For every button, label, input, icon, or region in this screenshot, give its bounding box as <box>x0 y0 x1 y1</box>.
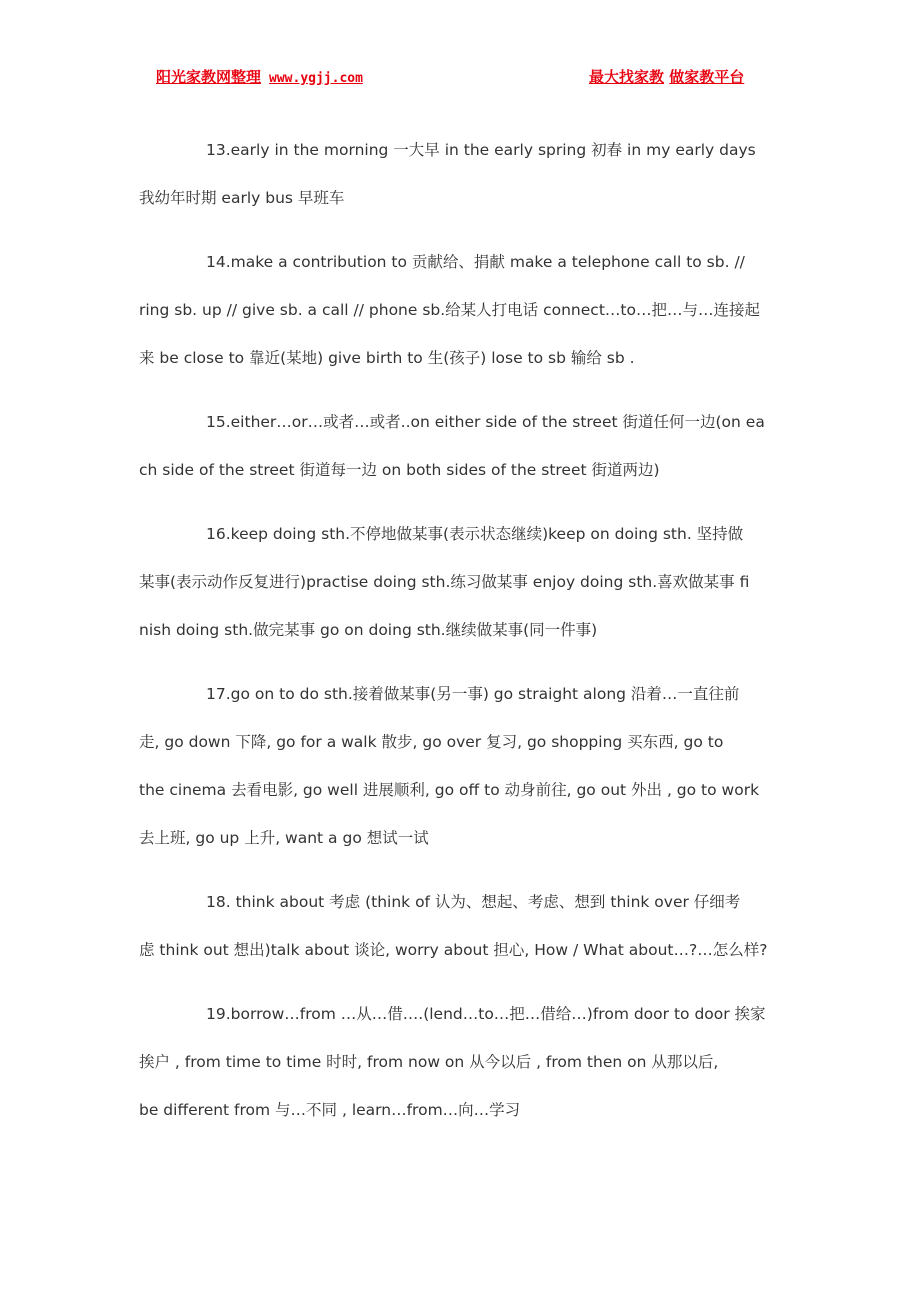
entry-line: be different from 与…不同 , learn…from…向…学习 <box>139 1101 521 1119</box>
entry-line: 16.keep doing sth.不停地做某事(表示状态继续)keep on doing sth. 坚持做 <box>206 525 744 543</box>
slogan-part-1: 最大找家教 <box>589 68 665 86</box>
entry-line: 虑 think out 想出)talk about 谈论, worry about 担心, How / What about…?…怎么样? <box>139 941 768 959</box>
entry-line: 15.either…or…或者…或者..on either side of the street 街道任何一边(on ea <box>206 413 765 431</box>
site-url-link[interactable]: www.ygjj.com <box>269 71 363 86</box>
entry-line: 去上班, go up 上升, want a go 想试一试 <box>139 829 429 847</box>
entry-line: 17.go on to do sth.接着做某事(另一事) go straight along 沿着…一直往前 <box>206 685 740 703</box>
site-title: 阳光家教网整理 <box>156 68 262 86</box>
entry-line: 13.early in the morning 一大早 in the early spring 初春 in my early days <box>206 141 756 159</box>
entry-17 <box>139 670 803 862</box>
entry-line: 某事(表示动作反复进行)practise doing sth.练习做某事 enjoy doing sth.喜欢做某事 fi <box>139 573 750 591</box>
entry-13 <box>139 126 803 222</box>
entry-line: 19.borrow…from …从…借….(lend…to…把…借给…)from door to door 挨家 <box>206 1005 766 1023</box>
entry-line: 我幼年时期 early bus 早班车 <box>139 189 345 207</box>
header-left[interactable] <box>156 66 363 87</box>
header-right <box>589 66 744 87</box>
slogan-part-2: 做家教平台 <box>669 68 745 86</box>
entry-16 <box>139 510 803 654</box>
entry-line: 挨户 , from time to time 时时, from now on 从今以后 , from then on 从那以后, <box>139 1053 719 1071</box>
entry-line: the cinema 去看电影, go well 进展顺利, go off to 动身前往, go out 外出 , go to work <box>139 781 760 799</box>
entry-line: nish doing sth.做完某事 go on doing sth.继续做某事(同一件事) <box>139 621 598 639</box>
entry-line: ring sb. up // give sb. a call // phone sb.给某人打电话 connect…to…把…与…连接起 <box>139 301 760 319</box>
entry-line: 18. think about 考虑 (think of 认为、想起、考虑、想到 think over 仔细考 <box>206 893 741 911</box>
entry-15 <box>139 398 803 494</box>
entry-18 <box>139 878 803 974</box>
page-header <box>0 66 920 92</box>
entry-14 <box>139 238 803 382</box>
entry-19 <box>139 990 803 1134</box>
entry-line: 14.make a contribution to 贡献给、捐献 make a telephone call to sb. // <box>206 253 745 271</box>
document-body <box>139 126 803 1150</box>
entry-line: 来 be close to 靠近(某地) give birth to 生(孩子) lose to sb 输给 sb . <box>139 349 635 367</box>
entry-line: 走, go down 下降, go for a walk 散步, go over 复习, go shopping 买东西, go to <box>139 733 724 751</box>
entry-line: ch side of the street 街道每一边 on both sides of the street 街道两边) <box>139 461 660 479</box>
